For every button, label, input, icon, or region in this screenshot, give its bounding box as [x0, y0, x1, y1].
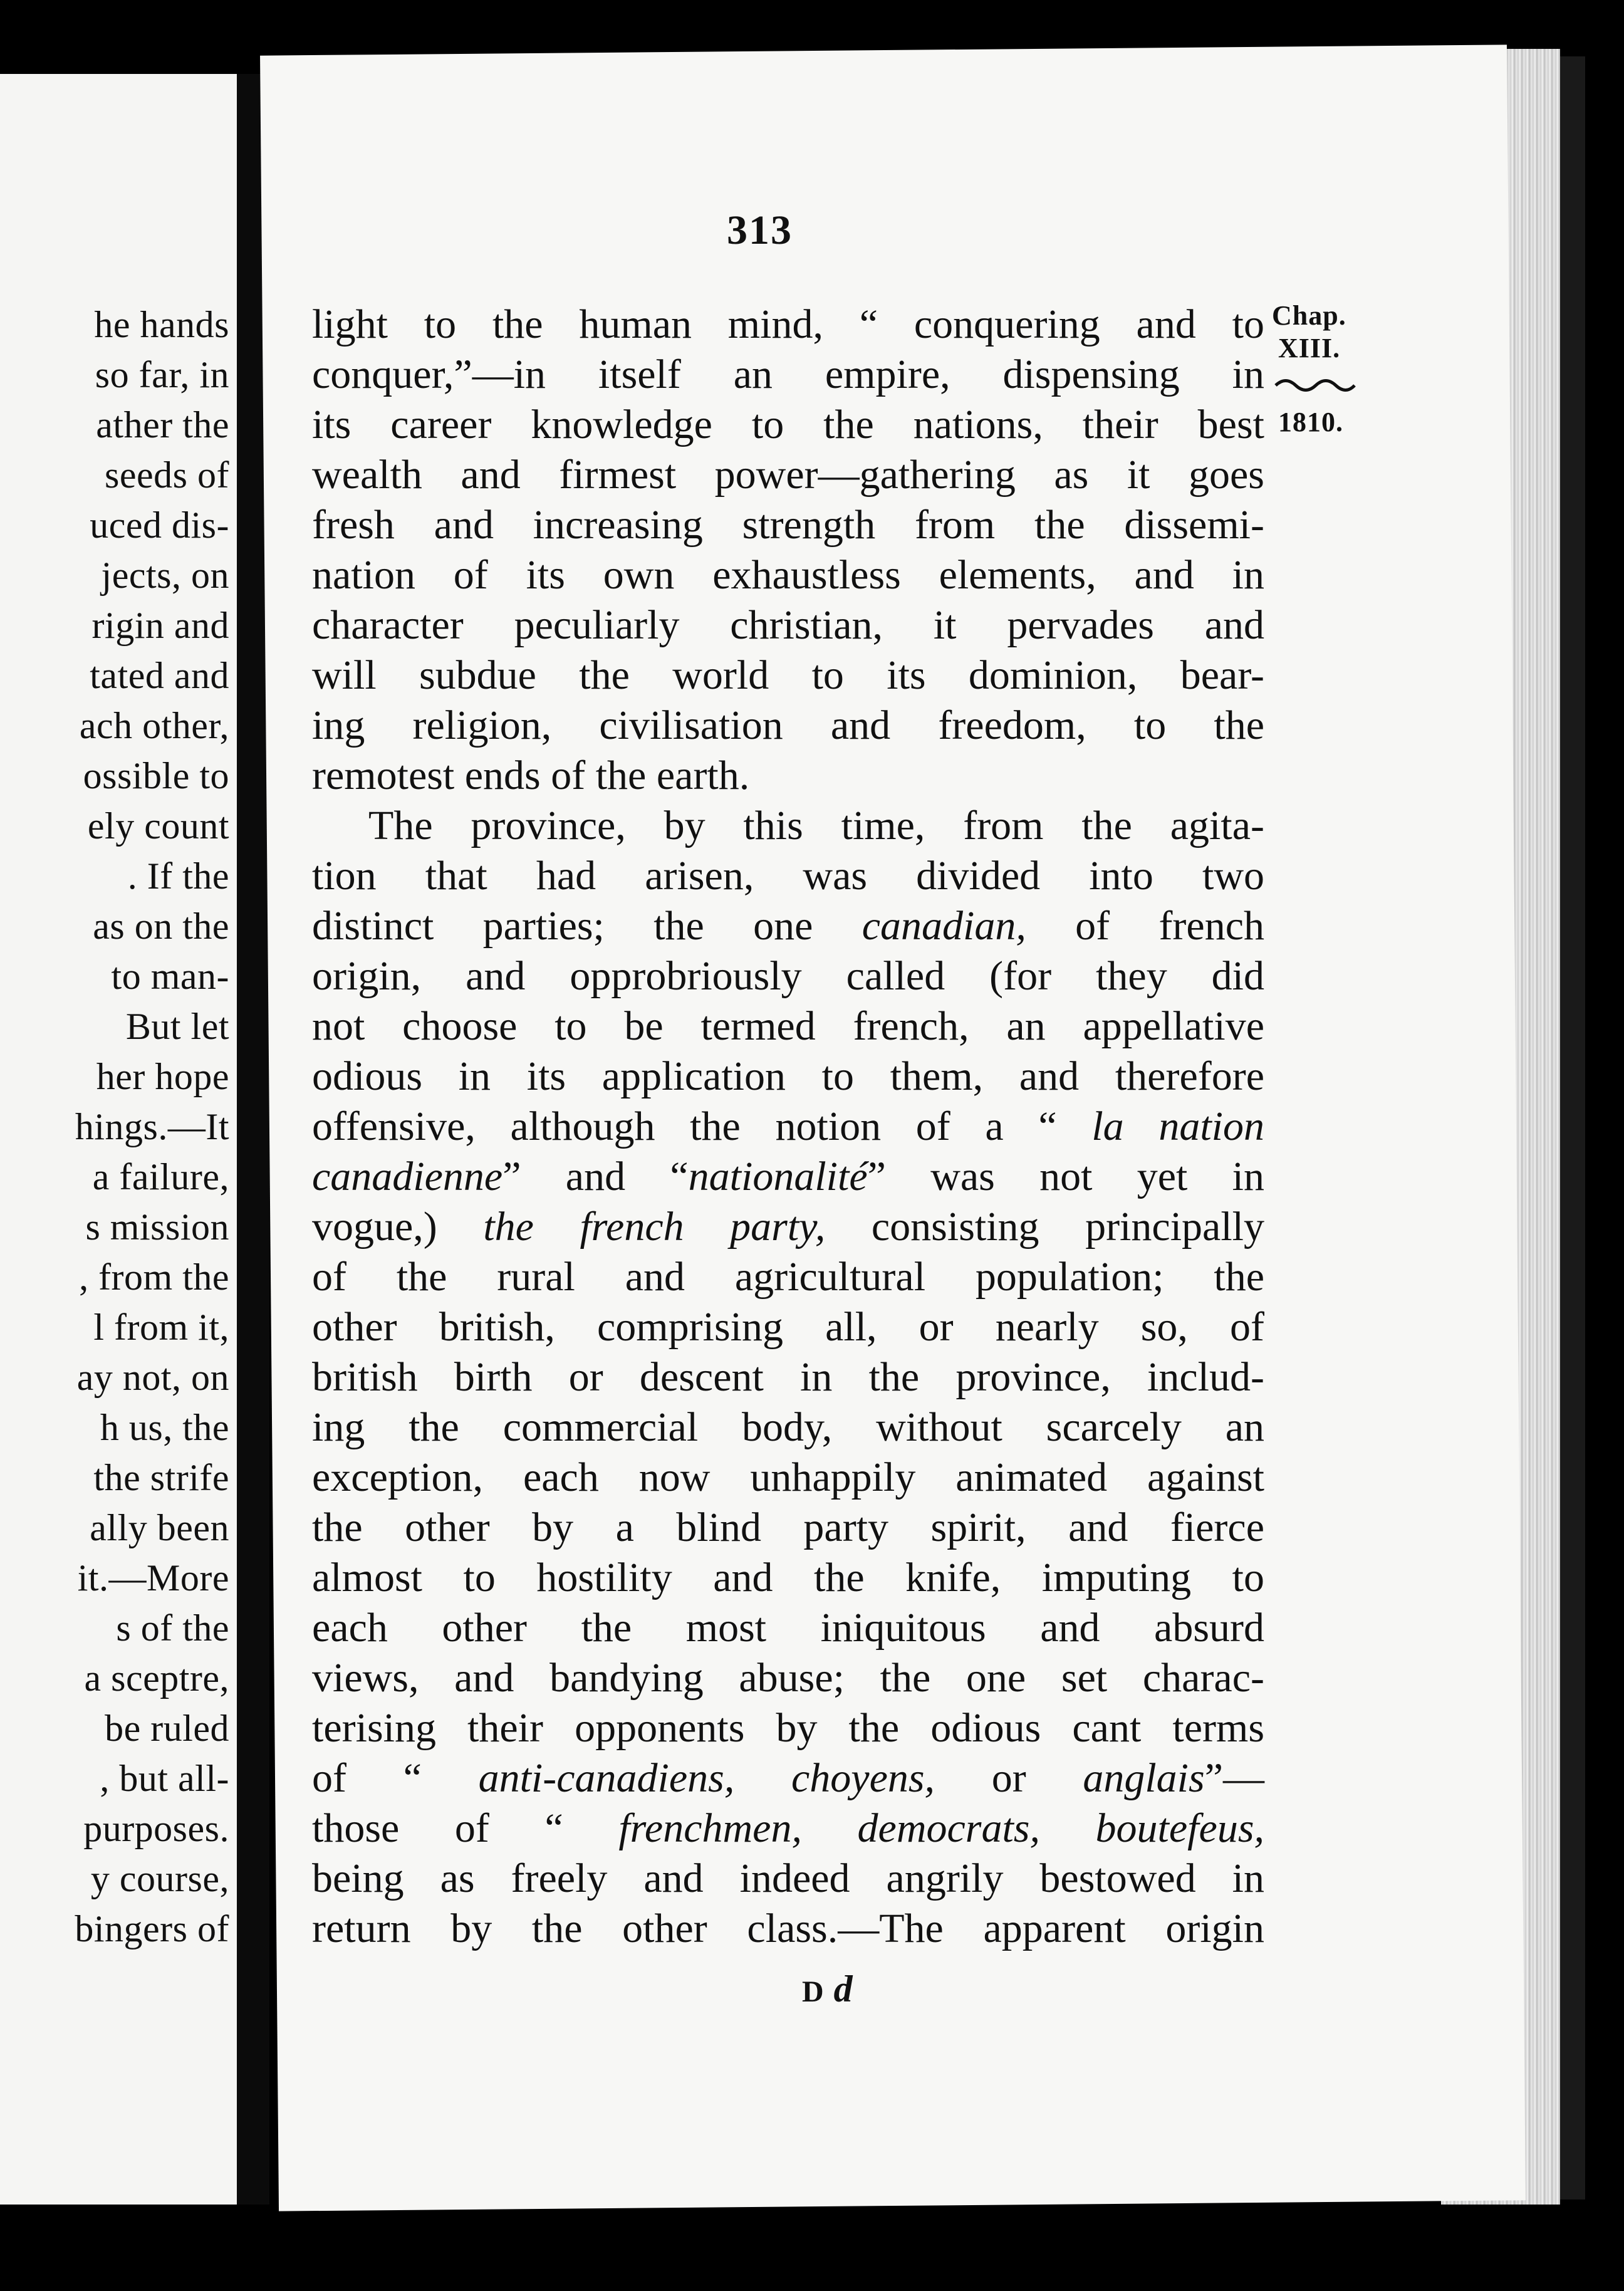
italic-term: canadienne: [312, 1154, 503, 1199]
text-line: remotest ends of the earth.: [312, 753, 750, 798]
left-text-line: ather the: [96, 404, 229, 446]
text-line: light to the human mind, “ conquering and to: [312, 301, 1264, 347]
left-text-line: seeds of: [105, 454, 229, 496]
book-edge-shadow: [1560, 56, 1585, 2200]
text-line: tion that had arisen, was divided into two: [312, 853, 1264, 899]
text-line-mixed: [312, 901, 1264, 951]
left-text-line: he hands: [94, 304, 229, 345]
margin-note-chap: Chap.: [1272, 300, 1346, 331]
left-text-line: ay not, on: [76, 1357, 229, 1398]
left-text-line: . If the: [127, 855, 229, 897]
text-line: return by the other class.—The apparent origin: [312, 1906, 1264, 1951]
text-segment: vogue,): [312, 1204, 484, 1250]
text-line-mixed: [312, 1102, 1264, 1152]
text-line: fresh and increasing strength from the dissemi-: [312, 502, 1264, 548]
text-line: conquer,”—in itself an empire, dispensing in: [312, 352, 1264, 397]
left-text-line: jects, on: [101, 555, 229, 596]
left-text-line: s of the: [116, 1607, 229, 1649]
text-line: will subdue the world to its dominion, bear-: [312, 652, 1264, 698]
text-line: the other by a blind party spirit, and fierce: [312, 1505, 1264, 1550]
left-text-line: s mission: [85, 1206, 229, 1248]
text-line-mixed: [312, 1803, 1264, 1854]
text-line: its career knowledge to the nations, their best: [312, 402, 1264, 447]
page-number: 313: [727, 207, 793, 253]
text-segment: of french: [1026, 903, 1265, 949]
left-text-line: so far, in: [95, 354, 229, 395]
text-line: wealth and firmest power—gathering as it goes: [312, 452, 1264, 498]
signature-mark: [802, 1968, 853, 2011]
text-segment: consisting principally: [825, 1204, 1264, 1250]
italic-term: frenchmen, democrats, boutefeus,: [618, 1805, 1264, 1851]
left-text-line: y course,: [90, 1858, 229, 1899]
text-line: origin, and opprobriously called (for they did: [312, 953, 1264, 999]
text-line-mixed: [312, 1753, 1264, 1803]
left-text-line: a sceptre,: [84, 1657, 229, 1699]
italic-term: la nation: [1091, 1104, 1264, 1149]
italic-term: nationalité: [688, 1154, 868, 1199]
text-segment: of “: [312, 1755, 479, 1801]
italic-term: anglais: [1083, 1755, 1205, 1801]
left-text-line: tated and: [90, 655, 229, 696]
left-text-line: h us, the: [100, 1407, 229, 1448]
left-text-line: But let: [125, 1006, 229, 1047]
left-text-line: l from it,: [93, 1307, 229, 1348]
text-segment: ” and “: [502, 1154, 689, 1199]
text-line: The province, by this time, from the agita-: [368, 803, 1264, 848]
italic-term: anti-canadiens, choyens,: [478, 1755, 935, 1801]
text-segment: those of “: [312, 1805, 619, 1851]
signature-letter-italic: d: [833, 1968, 853, 2010]
text-segment: distinct parties; the one: [312, 903, 862, 949]
text-line: views, and bandying abuse; the one set charac-: [312, 1655, 1264, 1701]
left-text-line: as on the: [93, 905, 229, 947]
left-text-line: ossible to: [83, 755, 229, 796]
italic-term: the french party,: [483, 1204, 826, 1250]
left-text-line: rigin and: [91, 605, 229, 646]
left-text-line: ely count: [87, 805, 229, 847]
left-text-line: purposes.: [83, 1808, 229, 1849]
left-text-line: bingers of: [75, 1908, 229, 1949]
left-text-line: a failure,: [92, 1156, 229, 1198]
text-line-mixed: [312, 1202, 1264, 1252]
text-segment: ”—: [1204, 1755, 1264, 1801]
text-line: almost to hostility and the knife, imputing to: [312, 1555, 1264, 1600]
left-text-line: her hope: [96, 1056, 229, 1097]
text-line: not choose to be termed french, an appellative: [312, 1003, 1264, 1049]
left-text-line: the strife: [93, 1457, 229, 1498]
italic-term: canadian,: [861, 903, 1026, 949]
signature-letter: D: [802, 1975, 825, 2008]
left-text-line: , but all-: [100, 1758, 229, 1799]
text-line: terising their opponents by the odious cant terms: [312, 1705, 1264, 1751]
text-line: ing religion, civilisation and freedom, to the: [312, 702, 1264, 748]
left-text-line: ach other,: [79, 705, 229, 746]
text-line: nation of its own exhaustless elements, and in: [312, 552, 1264, 598]
text-segment: or: [935, 1755, 1083, 1801]
left-text-line: be ruled: [105, 1708, 229, 1749]
left-text-line: it.—More: [77, 1557, 229, 1599]
text-line-mixed: [312, 1152, 1264, 1202]
text-line: of the rural and agricultural population; the: [312, 1254, 1264, 1300]
text-line: exception, each now unhappily animated against: [312, 1454, 1264, 1500]
left-text-line: uced dis-: [90, 504, 229, 546]
text-line: each other the most iniquitous and absurd: [312, 1605, 1264, 1651]
text-segment: offensive, although the notion of a “: [312, 1104, 1092, 1149]
left-text-line: ally been: [90, 1507, 229, 1548]
text-line: being as freely and indeed angrily bestowed in: [312, 1855, 1264, 1901]
left-text-line: to man-: [111, 956, 229, 997]
text-line: odious in its application to them, and therefore: [312, 1053, 1264, 1099]
text-line: other british, comprising all, or nearly so, of: [312, 1304, 1264, 1350]
margin-note-year: 1810.: [1278, 407, 1343, 437]
left-page: [0, 74, 237, 2205]
text-segment: ” was not yet in: [867, 1154, 1264, 1199]
text-line: ing the commercial body, without scarcely an: [312, 1404, 1264, 1450]
text-line: character peculiarly christian, it pervades and: [312, 602, 1264, 648]
left-text-line: hings.—It: [75, 1106, 229, 1147]
left-text-line: , from the: [79, 1256, 229, 1298]
wave-ornament: [1274, 376, 1356, 395]
text-line: british birth or descent in the province, includ-: [312, 1354, 1264, 1400]
margin-note-chapter-number: XIII.: [1278, 333, 1341, 363]
